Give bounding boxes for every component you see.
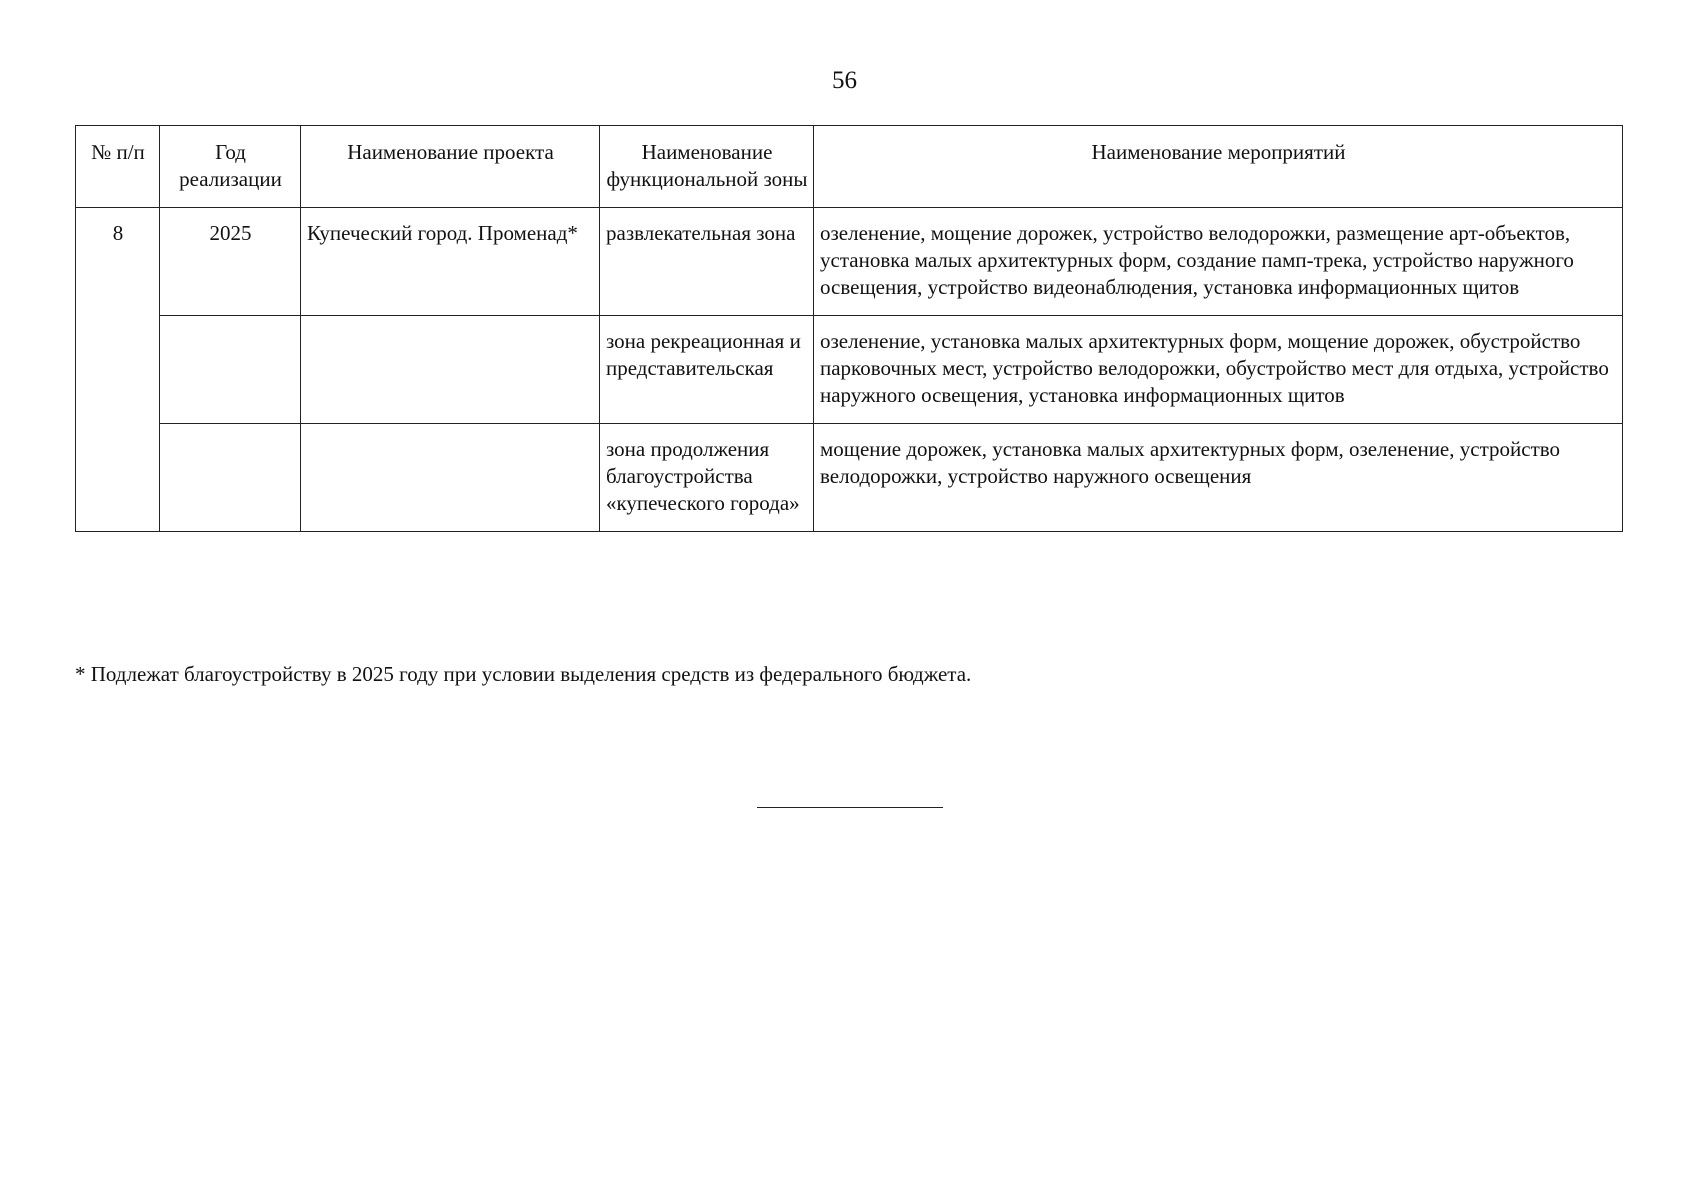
cell-number: 8 — [76, 208, 160, 532]
header-zone: Наименование функциональной зоны — [600, 126, 814, 208]
cell-activities: озеленение, мощение дорожек, устройство велодорожки, размещение арт-объектов, установка малых архитектурных форм, создание памп-трека, устройство наружного освещения, устройство видеонаблюдения, установка информационных щитов — [814, 208, 1623, 316]
header-number: № п/п — [76, 126, 160, 208]
cell-year-empty — [160, 316, 301, 424]
cell-zone: развлекательная зона — [600, 208, 814, 316]
footnote: * Подлежат благоустройству в 2025 году при условии выделения средств из федерального бюджета. — [75, 662, 972, 686]
table-row — [76, 316, 1623, 424]
header-year: Год реализации — [160, 126, 301, 208]
cell-year-empty — [160, 424, 301, 532]
table-header-row — [76, 126, 1623, 208]
table-row — [76, 424, 1623, 532]
header-activities: Наименование мероприятий — [814, 126, 1623, 208]
cell-activities: мощение дорожек, установка малых архитектурных форм, озеленение, устройство велодорожки, устройство наружного освещения — [814, 424, 1623, 532]
header-project: Наименование проекта — [301, 126, 600, 208]
cell-project-empty — [301, 424, 600, 532]
end-divider — [757, 807, 943, 808]
cell-zone: зона рекреационная и представительская — [600, 316, 814, 424]
cell-activities: озеленение, установка малых архитектурных форм, мощение дорожек, обустройство парковочных мест, устройство велодорожки, обустройство мест для отдыха, устройство наружного освещения, установка информационных щитов — [814, 316, 1623, 424]
page-number: 56 — [832, 67, 857, 94]
cell-year: 2025 — [160, 208, 301, 316]
cell-project: Купеческий город. Променад* — [301, 208, 600, 316]
table-row — [76, 208, 1623, 316]
cell-project-empty — [301, 316, 600, 424]
projects-table — [75, 125, 1623, 532]
cell-zone: зона продолжения благоустройства «купеческого города» — [600, 424, 814, 532]
